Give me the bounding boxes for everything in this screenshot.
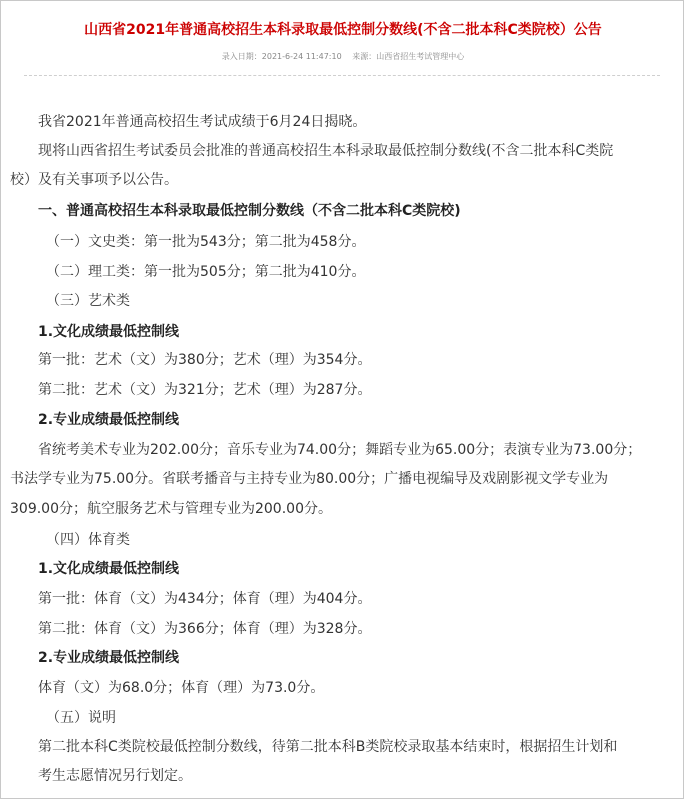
- announcement-paragraph: 现将山西省招生考试委员会批准的普通高校招生本科录取最低控制分数线(不含二批本科C类院: [38, 143, 614, 159]
- notes-paragraph: 第二批本科C类院校最低控制分数线，待第二批本科B类院校录取基本结束时，根据招生计划和: [38, 739, 618, 755]
- title-divider: [24, 75, 660, 76]
- article-meta: [0, 51, 686, 63]
- sports-batch-two: 第二批：体育（文）为366分；体育（理）为328分。: [38, 621, 372, 637]
- publish-date: 录入日期：2021-6-24 11:47:10: [221, 52, 342, 61]
- art-professional-scores-cont: 书法学专业为75.00分。省联考播音与主持专业为80.00分；广播电视编导及戏剧影视文学专业为: [10, 471, 609, 487]
- sports-professional-subheading: 2.专业成绩最低控制线: [38, 650, 180, 666]
- category-liberal-arts: （一）文史类：第一批为543分；第二批为458分。: [46, 234, 366, 250]
- art-cultural-subheading: 1.文化成绩最低控制线: [38, 324, 180, 340]
- art-professional-scores-end: 309.00分；航空服务艺术与管理专业为200.00分。: [10, 501, 332, 517]
- notes-paragraph-cont: 考生志愿情况另行划定。: [38, 768, 192, 784]
- category-science: （二）理工类：第一批为505分；第二批为410分。: [46, 264, 366, 280]
- sports-batch-one: 第一批：体育（文）为434分；体育（理）为404分。: [38, 591, 372, 607]
- category-art-heading: （三）艺术类: [46, 293, 130, 309]
- art-professional-subheading: 2.专业成绩最低控制线: [38, 412, 180, 428]
- sports-professional-scores: 体育（文）为68.0分；体育（理）为73.0分。: [38, 680, 325, 696]
- notes-heading: （五）说明: [46, 710, 116, 726]
- article-title: 山西省2021年普通高校招生本科录取最低控制分数线(不含二批本科C类院校）公告: [84, 22, 602, 38]
- art-batch-one: 第一批：艺术（文）为380分；艺术（理）为354分。: [38, 352, 372, 368]
- art-professional-scores: 省统考美术专业为202.00分；音乐专业为74.00分；舞蹈专业为65.00分；表演专业为73.00分；: [38, 442, 642, 458]
- section-heading: 一、普通高校招生本科录取最低控制分数线（不含二批本科C类院校): [38, 203, 461, 219]
- article-source: 来源：山西省招生考试管理中心: [352, 52, 465, 61]
- art-batch-two: 第二批：艺术（文）为321分；艺术（理）为287分。: [38, 382, 372, 398]
- intro-paragraph: 我省2021年普通高校招生考试成绩于6月24日揭晓。: [38, 114, 367, 130]
- category-sports-heading: （四）体育类: [46, 532, 130, 548]
- announcement-paragraph-cont: 校）及有关事项予以公告。: [10, 172, 178, 188]
- sports-cultural-subheading: 1.文化成绩最低控制线: [38, 561, 180, 577]
